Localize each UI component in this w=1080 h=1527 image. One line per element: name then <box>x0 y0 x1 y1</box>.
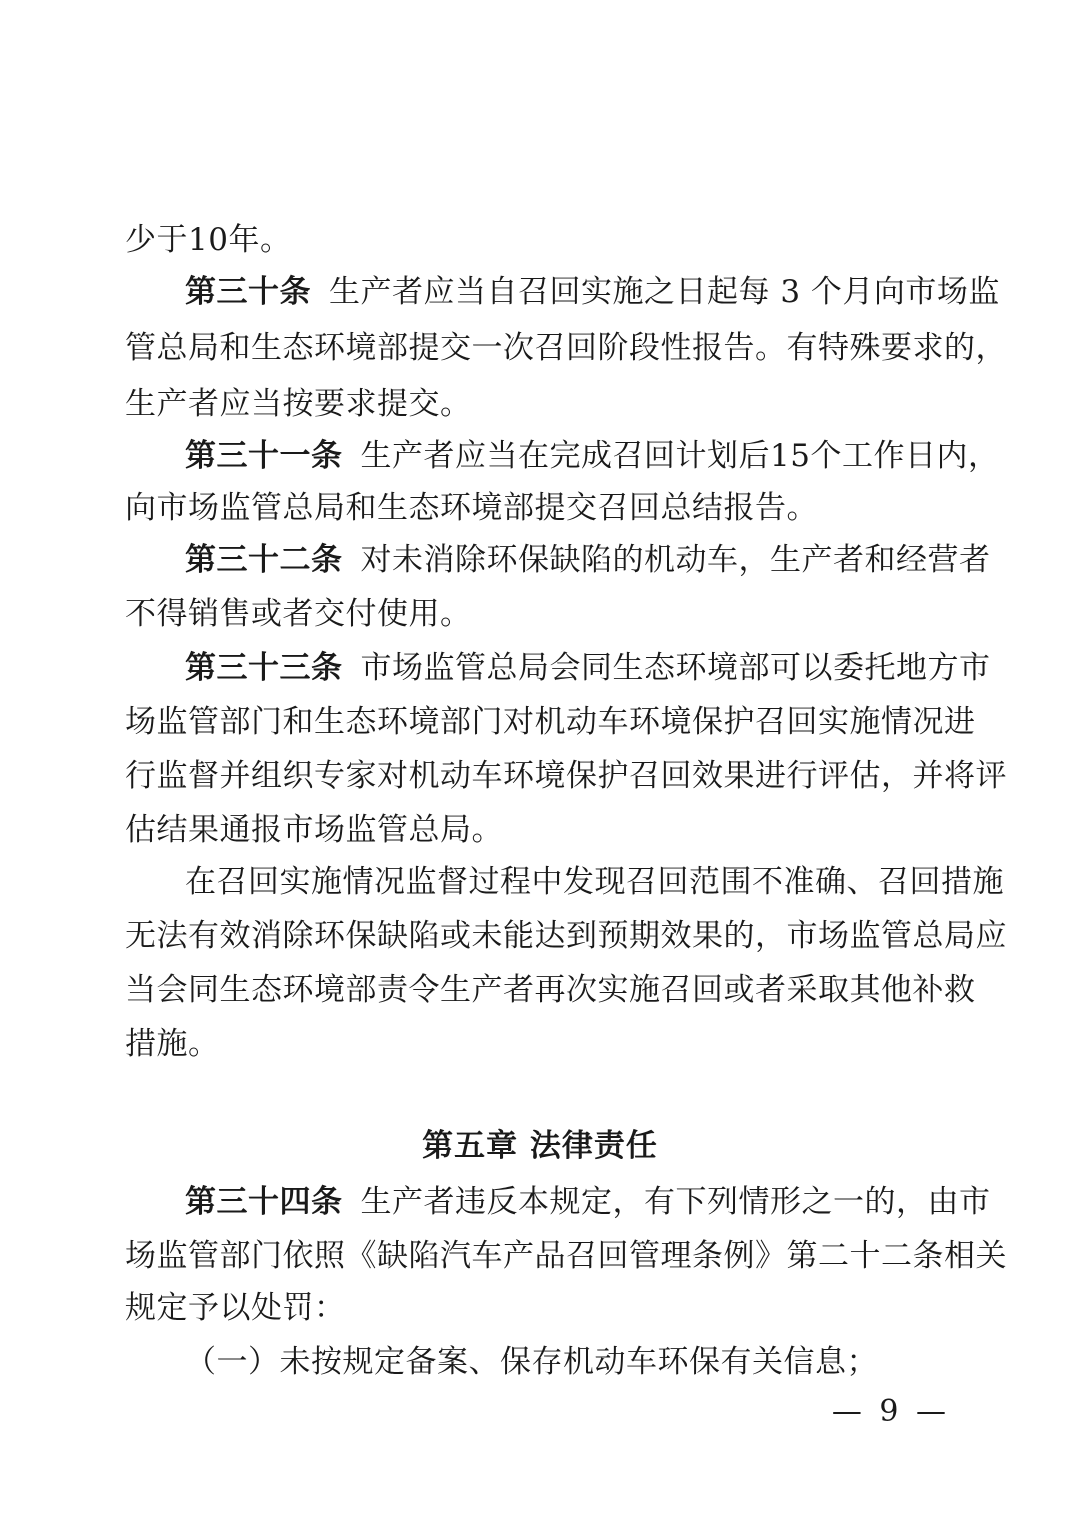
line-text: 生产者违反本规定，有下列情形之一的，由市 <box>360 1184 991 1220</box>
chapter-heading: 第五章 法律责任 <box>422 1128 658 1164</box>
text-line <box>125 328 1007 368</box>
article-34-line <box>185 1182 991 1222</box>
line-text: 管总局和生态环境部提交一次召回阶段性报告。有特殊要求的， <box>125 330 1007 366</box>
article-30-line <box>185 272 1000 312</box>
line-text: 行监督并组织专家对机动车环境保护召回效果进行评估，并将评 <box>125 758 1007 794</box>
article-number: 第三十四条 <box>185 1184 343 1220</box>
text-line <box>125 1236 1007 1276</box>
line-text: 生产者应当在完成召回计划后15个工作日内， <box>360 438 1000 474</box>
line-text: 规定予以处罚： <box>125 1290 346 1326</box>
line-text: 场监管部门依照《缺陷汽车产品召回管理条例》第二十二条相关 <box>125 1238 1007 1274</box>
article-number: 第三十二条 <box>185 542 343 578</box>
line-text: 市场监管总局会同生态环境部可以委托地方市 <box>360 650 991 686</box>
line-text: 场监管部门和生态环境部门对机动车环境保护召回实施情况进 <box>125 704 976 740</box>
text-line <box>125 1288 945 1328</box>
line-text: 向市场监管总局和生态环境部提交召回总结报告。 <box>125 490 818 526</box>
text-line <box>125 594 945 634</box>
text-line <box>125 220 945 260</box>
line-text: 当会同生态环境部责令生产者再次实施召回或者采取其他补救 <box>125 972 976 1008</box>
text-line <box>125 702 976 742</box>
article-31-line <box>185 436 1000 476</box>
article-number: 第三十一条 <box>185 438 343 474</box>
text-line <box>125 1024 945 1064</box>
line-text: 对未消除环保缺陷的机动车，生产者和经营者 <box>360 542 991 578</box>
page-number: — 9 — <box>831 1394 950 1429</box>
article-32-line <box>185 540 991 580</box>
text-line <box>125 488 945 528</box>
line-text: 措施。 <box>125 1026 220 1062</box>
line-text: （一）未按规定备案、保存机动车环保有关信息； <box>185 1344 878 1380</box>
line-text: 在召回实施情况监督过程中发现召回范围不准确、召回措施 <box>185 864 1004 900</box>
text-line <box>125 384 945 424</box>
line-text: 少于10年。 <box>125 222 292 258</box>
article-number: 第三十三条 <box>185 650 343 686</box>
text-line <box>125 970 976 1010</box>
text-line <box>125 756 1007 796</box>
line-text: 无法有效消除环保缺陷或未能达到预期效果的，市场监管总局应 <box>125 918 1007 954</box>
text-line <box>125 810 945 850</box>
line-text: 不得销售或者交付使用。 <box>125 596 472 632</box>
list-item <box>185 1342 945 1382</box>
line-text: 生产者应当按要求提交。 <box>125 386 472 422</box>
article-33-line <box>185 648 991 688</box>
line-text: 生产者应当自召回实施之日起每 3 个月向市场监 <box>329 274 1000 310</box>
text-line <box>125 916 1007 956</box>
line-text: 估结果通报市场监管总局。 <box>125 812 503 848</box>
article-number: 第三十条 <box>185 274 311 310</box>
text-line <box>185 862 1004 902</box>
